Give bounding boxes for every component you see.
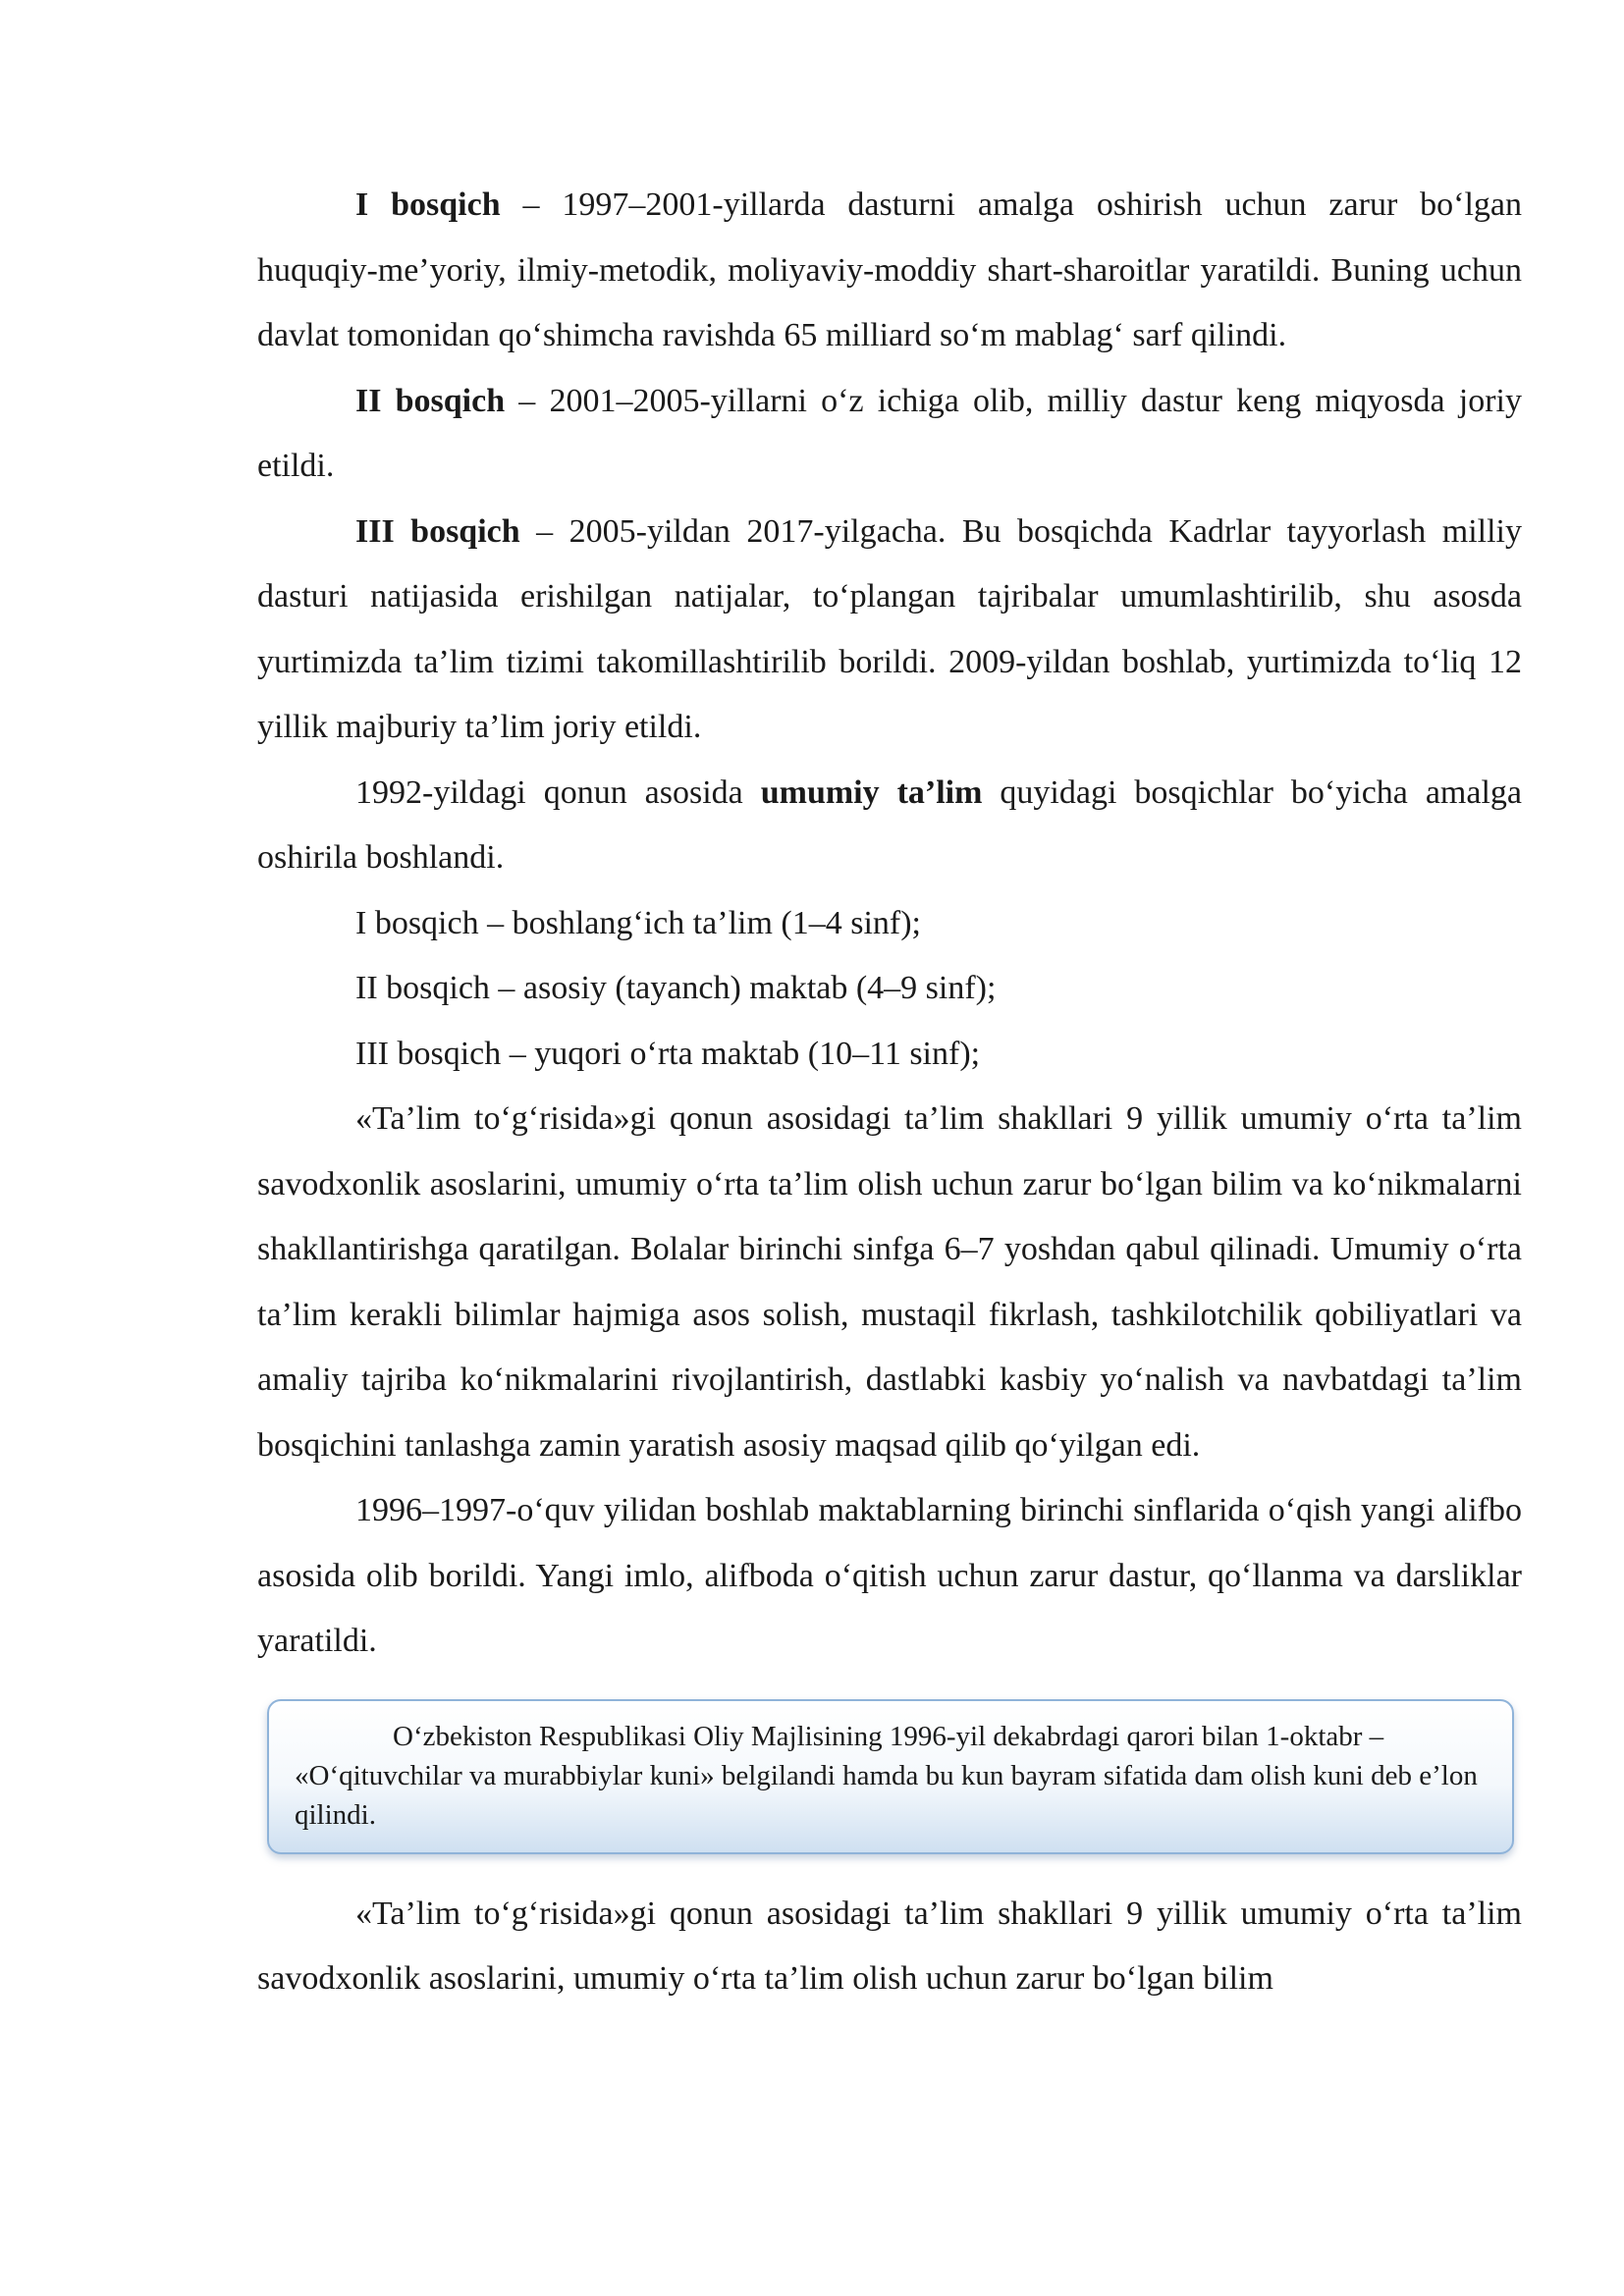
law-paragraph [257, 761, 1522, 891]
stage-2-paragraph [257, 369, 1522, 500]
stage-2-lead: II bosqich [355, 382, 506, 419]
document-page [257, 173, 1522, 2012]
stage-list-item: I bosqich – boshlang‘ich ta’lim (1–4 sinf); [355, 904, 922, 941]
law-text-after: quyidagi bosqichlar bo‘yicha amalga oshirila boshlandi. [257, 774, 1522, 876]
note-callout-box [267, 1699, 1514, 1854]
alphabet-paragraph: 1996–1997-o‘quv yilidan boshlab maktablarning birinchi sinflarida o‘qish yangi alifbo asosida olib borildi. Yangi imlo, alifboda o‘qitish uchun zarur dastur, qo‘llanma va darsliklar yaratildi. [257, 1492, 1522, 1659]
stage-1-lead: I bosqich [355, 187, 501, 223]
stage-1-paragraph [257, 173, 1522, 369]
note-callout-text: O‘zbekiston Respublikasi Oliy Majlisining 1996-yil dekabrdagi qarori bilan 1-oktabr – «O‘qituvchilar va murabbiylar kuni» belgilandi hamda bu kun bayram sifatida dam olish kuni deb e’lon qilindi. [295, 1720, 1478, 1831]
law-text-bold: umumiy ta’lim [760, 774, 983, 811]
education-forms-paragraph: «Ta’lim to‘g‘risida»gi qonun asosidagi ta’lim shakllari 9 yillik umumiy o‘rta ta’lim savodxonlik asoslarini, umumiy o‘rta ta’lim olish uchun zarur bo‘lgan bilim va ko‘nikmalarni shakllantirishga qaratilgan. Bolalar birinchi sinfga 6–7 yoshdan qabul qilinadi. Umumiy o‘rta ta’lim kerakli bilimlar hajmiga asos solish, mustaqil fikrlash, tashkilotchilik qobiliyatlari va amaliy tajriba ko‘nikmalarini rivojlantirish, dastlabki kasbiy yo‘nalish va navbatdagi ta’lim bosqichini tanlashga zamin yaratish asosiy maqsad qilib qo‘yilgan edi. [257, 1100, 1522, 1464]
stage-3-lead: III bosqich [355, 512, 520, 550]
stage-2-text: – 2001–2005-yillarni o‘z ichiga olib, milliy dastur keng miqyosda joriy etildi. [257, 382, 1522, 484]
stage-3-text: – 2005-yildan 2017-yilgacha. Bu bosqichda Kadrlar tayyorlash milliy dasturi natijasida erishilgan natijalar, to‘plangan tajribalar umumlashtirilib, shu asosda yurtimizda ta’lim tizimi takomillashtirilib borildi. 2009-yildan boshlab, yurtimizda to‘liq 12 yillik majburiy ta’lim joriy etildi. [257, 512, 1522, 745]
law-text-before: 1992-yildagi qonun asosida [355, 774, 761, 811]
stage-1-text: – 1997–2001-yillarda dasturni amalga oshirish uchun zarur bo‘lgan huquqiy-me’yoriy, ilmiy-metodik, moliyaviy-moddiy shart-sharoitlar yaratildi. Buning uchun davlat tomonidan qo‘shimcha ravishda 65 milliard so‘m mablag‘ sarf qilindi. [257, 187, 1523, 353]
stage-list-item: III bosqich – yuqori o‘rta maktab (10–11 sinf); [355, 1035, 981, 1072]
stage-3-paragraph [257, 500, 1522, 761]
bottom-paragraph: «Ta’lim to‘g‘risida»gi qonun asosidagi ta’lim shakllari 9 yillik umumiy o‘rta ta’lim savodxonlik asoslarini, umumiy o‘rta ta’lim olish uchun zarur bo‘lgan bilim [257, 1895, 1522, 1997]
stage-list-item: II bosqich – asosiy (tayanch) maktab (4–9 sinf); [355, 970, 997, 1006]
